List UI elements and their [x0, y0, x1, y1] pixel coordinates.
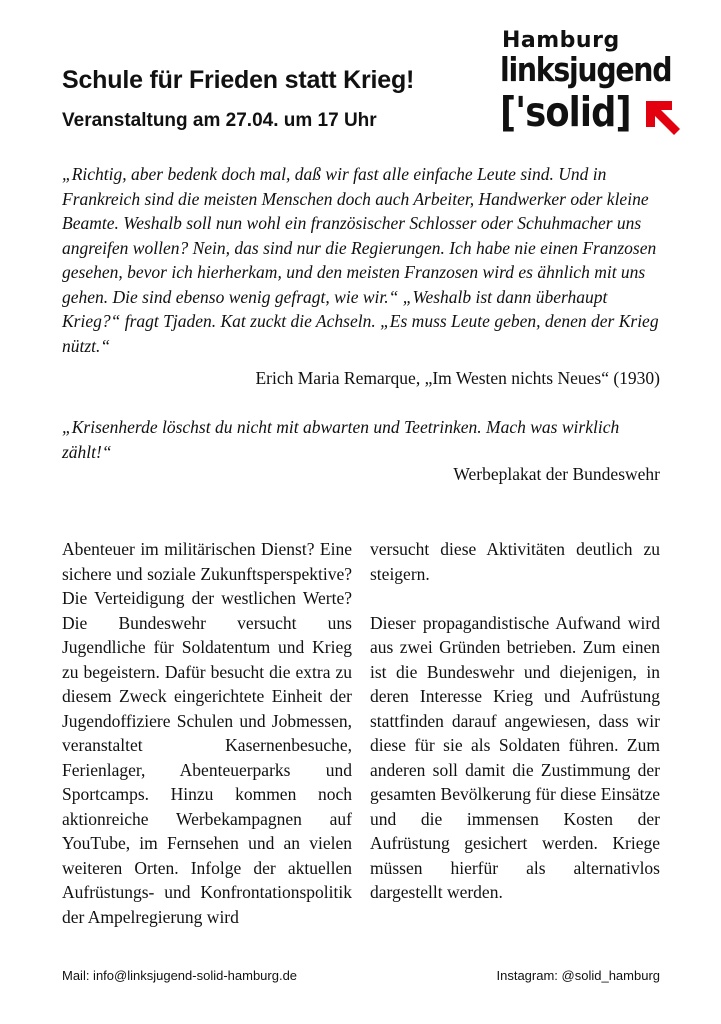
bundeswehr-quote: „Krisenherde löschst du nicht mit abwarten und Teetrinken. Mach was wirklich zählt!“: [62, 417, 620, 462]
body-column-left: [62, 537, 352, 929]
logo-org-name: linksjugend: [500, 50, 672, 89]
bundeswehr-attribution: Werbeplakat der Bundeswehr: [453, 464, 660, 484]
footer-instagram: Instagram: @solid_hamburg: [496, 968, 660, 983]
page-title: Schule für Frieden statt Krieg!: [62, 66, 415, 94]
remarque-attribution: Erich Maria Remarque, „Im Westen nichts Neues“ (1930): [255, 368, 660, 388]
body-paragraph: versucht diese Aktivitäten deutlich zu steigern.: [370, 539, 660, 584]
body-paragraph: Abenteuer im militärischen Dienst? Eine sichere und soziale Zukunftsperspektive? Die Verteidigung der westlichen Werte? Die Bundeswehr versucht uns Jugendliche für Soldatentum und Krieg zu begeistern. Dafür besucht die extra zu diesem Zweck eingerichtete Einheit der Jugendoffiziere Schulen und Jobmessen, veranstaltet Kasernenbesuche, Ferienlager, Abenteuerparks und Sportcamps. Hinzu kommen noch aktionreiche Werbekampagnen auf YouTube, im Fernsehen und an vielen weiteren Orten. Infolge der aktuellen Aufrüstungs- und Konfrontationspolitik der Ampelregierung wird: [62, 539, 352, 927]
footer-mail: Mail: info@linksjugend-solid-hamburg.de: [62, 968, 298, 983]
arrow-up-left-icon: [646, 101, 680, 135]
logo-city: Hamburg: [502, 28, 620, 53]
body-paragraph: Dieser propagandistische Aufwand wird aus zwei Gründen betrieben. Zum einen ist die Bundeswehr und diejenigen, in deren Interesse Krieg und Aufrüstung stattfinden darauf angewiesen, dass wir diese für sie als Soldaten führen. Zum anderen soll damit die Zustimmung der gesamten Bevölkerung für diese Einsätze und die immensen Kosten der Aufrüstung gesichert werden. Kriege müssen hierfür als alternativlos dargestellt werden.: [370, 612, 660, 902]
logo-solid: ['solid]: [500, 88, 631, 136]
remarque-quote: „Richtig, aber bedenk doch mal, daß wir fast alle einfache Leute sind. Und in Frankreich sind die meisten Menschen doch auch Arbeiter, Handwerker oder kleine Beamte. Weshalb soll nun wohl ein französischer Schlosser oder Schuhmacher uns angreifen wollen? Nein, das sind nur die Regierungen. Ich habe nie einen Franzosen gesehen, bevor ich hierherkam, und den meisten Franzosen wird es ähnlich mit uns gehen. Die sind ebenso wenig gefragt, wie wir.“ „Weshalb ist dann überhaupt Krieg?“ fragt Tjaden. Kat zuckt die Achseln. „Es muss Leute geben, denen der Krieg nützt.“: [62, 164, 659, 356]
body-column-right: [370, 537, 660, 905]
event-subtitle: Veranstaltung am 27.04. um 17 Uhr: [62, 110, 377, 131]
organization-logo: [500, 28, 685, 148]
